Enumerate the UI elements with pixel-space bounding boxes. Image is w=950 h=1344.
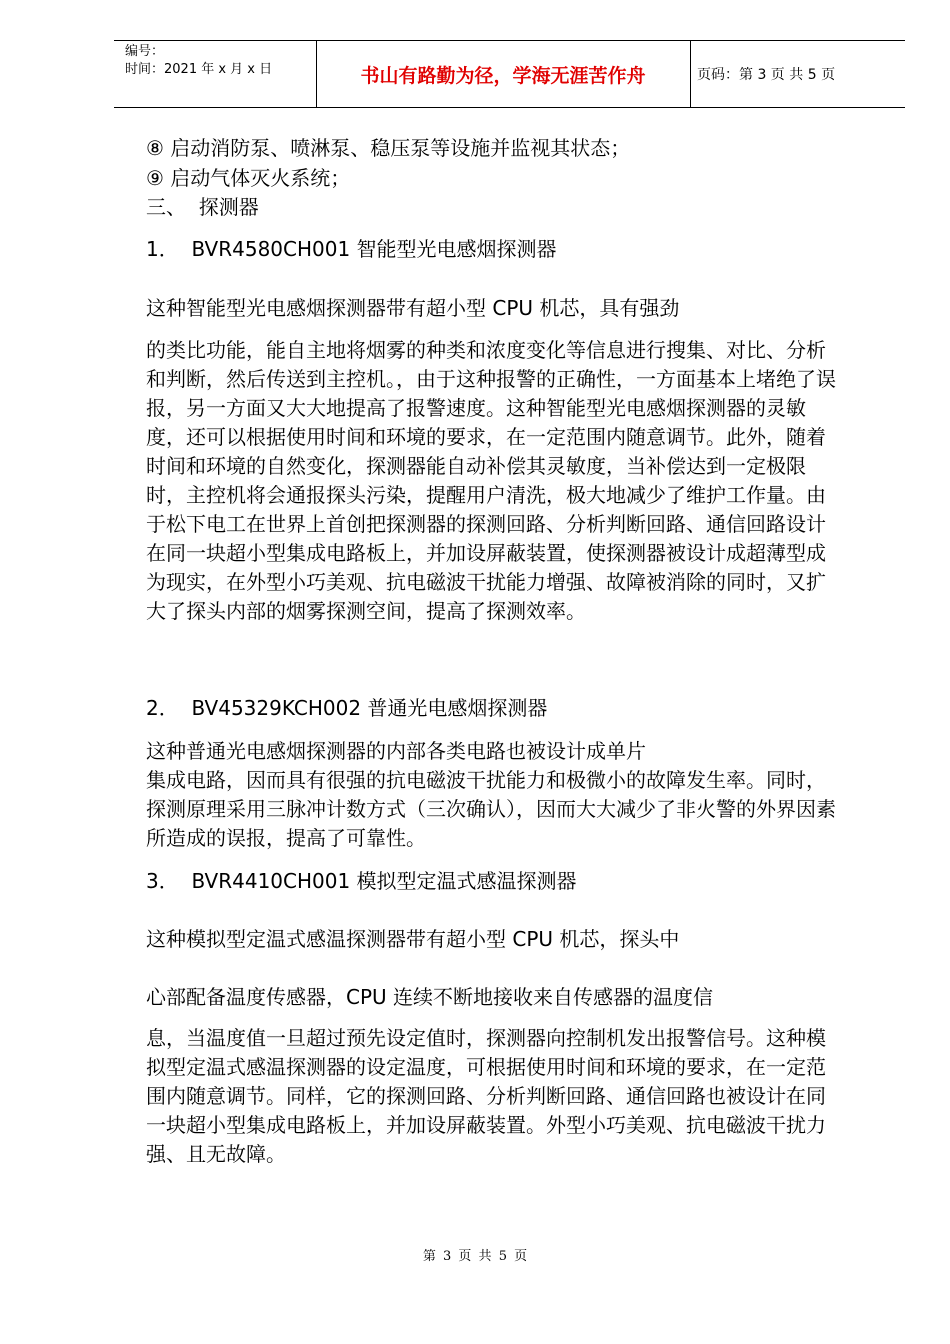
section-title: 三、 探测器 xyxy=(146,195,259,219)
detector-3-lead-continued: 心部配备温度传感器，CPU 连续不断地接收来自传感器的温度信 xyxy=(146,985,714,1009)
detector-1-heading: 1． BVR4580CH001 智能型光电感烟探测器 xyxy=(146,237,557,261)
header-page-info: 页码：第 3 页 共 5 页 xyxy=(697,67,836,83)
list-item-9: ⑨ 启动气体灭火系统； xyxy=(146,166,351,190)
detector-1-lead: 这种智能型光电感烟探测器带有超小型 CPU 机芯，具有强劲 xyxy=(146,296,680,320)
detector-2-heading: 2． BV45329KCH002 普通光电感烟探测器 xyxy=(146,696,548,720)
document-date-label: 时间：2021 年 x 月 x 日 xyxy=(125,62,273,77)
header-bottom-rule xyxy=(114,107,905,108)
list-item-8: ⑧ 启动消防泵、喷淋泵、稳压泵等设施并监视其状态； xyxy=(146,136,631,160)
detector-1-body: 的类比功能，能自主地将烟雾的种类和浓度变化等信息进行搜集、对比、分析和判断，然后传送到主控机。，由于这种报警的正确性，一方面基本上堵绝了误报，另一方面又大大地提高了报警速度。这种智能型光电感烟探测器的灵敏度，还可以根据使用时间和环境的要求，在一定范围内随意调节。此外，随着时间和环境的自然变化，探测器能自动补偿其灵敏度，当补偿达到一定极限时，主控机将会通报探头污染，提醒用户清洗，极大地减少了维护工作量。由于松下电工在世界上首创把探测器的探测回路、分析判断回路、通信回路设计在同一块超小型集成电路板上，并加设屏蔽装置，使探测器被设计成超薄型成为现实，在外型小巧美观、抗电磁波干扰能力增强、故障被消除的同时，又扩大了探头内部的烟雾探测空间，提高了探测效率。 xyxy=(146,338,836,623)
detector-3-body: 息，当温度值一旦超过预先设定值时，探测器向控制机发出报警信号。这种模拟型定温式感温探测器的设定温度，可根据使用时间和环境的要求，在一定范围内随意调节。同样，它的探测回路、分析判断回路、通信回路也被设计在同一块超小型集成电路板上，并加设屏蔽装置。外型小巧美观、抗电磁波干扰力强、且无故障。 xyxy=(146,1026,826,1166)
page-footer: 第 3 页 共 5 页 xyxy=(422,1249,528,1264)
header-top-rule xyxy=(114,40,905,41)
header-motto: 书山有路勤为径，学海无涯苦作舟 xyxy=(360,65,646,87)
page-header xyxy=(114,40,905,108)
header-divider-right xyxy=(690,40,691,108)
detector-3-lead: 这种模拟型定温式感温探测器带有超小型 CPU 机芯，探头中 xyxy=(146,927,680,951)
detector-3-heading: 3． BVR4410CH001 模拟型定温式感温探测器 xyxy=(146,869,577,893)
document-number-label: 编号： xyxy=(125,44,165,59)
detector-2-body: 集成电路，因而具有很强的抗电磁波干扰能力和极微小的故障发生率。同时，探测原理采用三脉冲计数方式（三次确认），因而大大减少了非火警的外界因素所造成的误报，提高了可靠性。 xyxy=(146,768,836,850)
detector-2-lead: 这种普通光电感烟探测器的内部各类电路也被设计成单片 xyxy=(146,739,646,763)
